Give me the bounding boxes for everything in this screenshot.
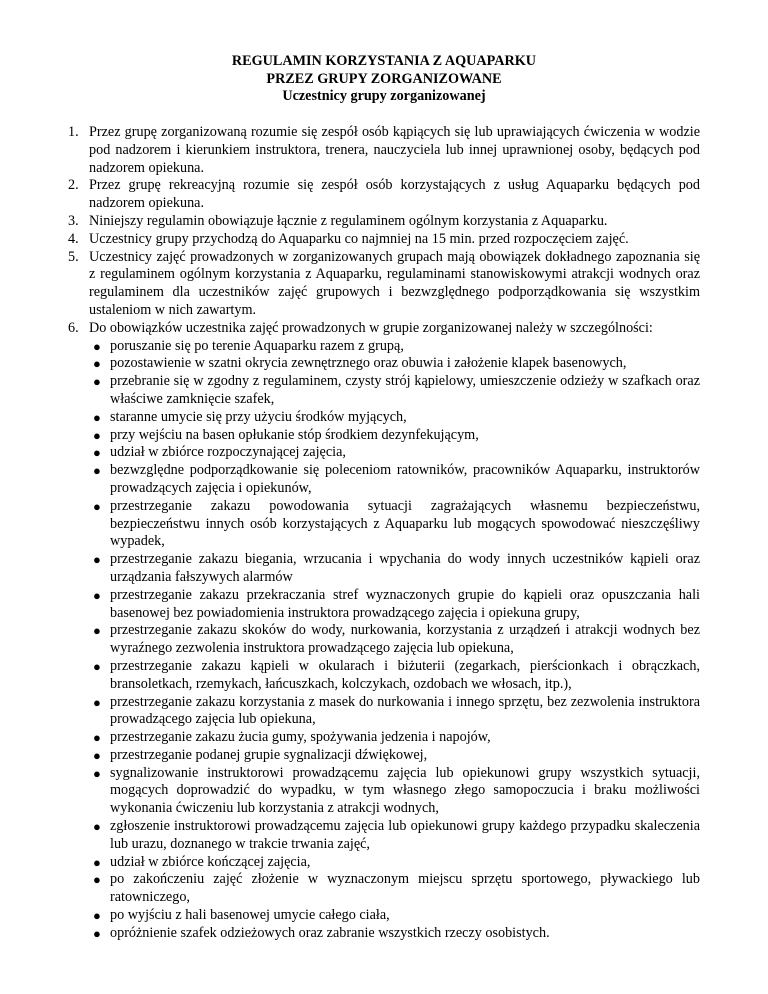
duty-text: udział w zbiórce kończącej zajęcia, bbox=[110, 853, 311, 870]
bullet-icon: ● bbox=[93, 765, 101, 781]
duty-item bbox=[89, 765, 700, 818]
rule-text: Niniejszy regulamin obowiązuje łącznie z regulaminem ogólnym korzystania z Aquaparku. bbox=[89, 212, 608, 229]
duty-item bbox=[89, 871, 700, 907]
duty-text: przy wejściu na basen opłukanie stóp środkiem dezynfekującym, bbox=[110, 426, 479, 443]
bullet-icon: ● bbox=[93, 872, 101, 888]
duty-text: staranne umycie się przy użyciu środków myjących, bbox=[110, 408, 407, 425]
duty-item bbox=[89, 427, 700, 445]
rule-number: 6. bbox=[68, 319, 79, 336]
duty-item bbox=[89, 338, 700, 356]
duty-item bbox=[89, 355, 700, 373]
duty-item bbox=[89, 498, 700, 551]
bullet-icon: ● bbox=[93, 552, 101, 568]
duty-text: opróżnienie szafek odzieżowych oraz zabranie wszystkich rzeczy osobistych. bbox=[110, 924, 550, 941]
duty-text: po zakończeniu zajęć złożenie w wyznaczonym miejscu sprzętu sportowego, pływackiego lub ratowniczego, bbox=[110, 871, 700, 906]
rule-item bbox=[68, 213, 700, 231]
bullet-icon: ● bbox=[93, 587, 101, 603]
duty-item bbox=[89, 818, 700, 854]
title-block bbox=[0, 53, 768, 106]
title-line-2: PRZEZ GRUPY ZORGANIZOWANE bbox=[266, 70, 502, 87]
duty-text: przestrzeganie zakazu biegania, wrzucania i wpychania do wody innych uczestników kąpieli oraz urządzania fałszywych alarmów bbox=[110, 551, 700, 585]
duty-text: przestrzeganie podanej grupie sygnalizacji dźwiękowej, bbox=[110, 746, 428, 763]
duty-item bbox=[89, 925, 700, 943]
rule-text: Do obowiązków uczestnika zajęć prowadzonych w grupie zorganizowanej należy w szczególności: bbox=[89, 319, 653, 336]
duties-list bbox=[89, 338, 700, 943]
duty-text: udział w zbiórce rozpoczynającej zajęcia, bbox=[110, 444, 346, 461]
rule-item bbox=[68, 320, 700, 943]
duty-item bbox=[89, 854, 700, 872]
duty-text: przestrzeganie zakazu powodowania sytuacji zagrażających własnemu bezpieczeństwu, bezpieczeństwu innych osób korzystających z Aquaparku lub mogących spowodować nieszczęśliwy wypadek, bbox=[110, 497, 700, 550]
duty-item bbox=[89, 551, 700, 587]
bullet-icon: ● bbox=[93, 747, 101, 763]
title-line-1: REGULAMIN KORZYSTANIA Z AQUAPARKU bbox=[231, 53, 537, 69]
duty-item bbox=[89, 658, 700, 694]
duty-text: po wyjściu z hali basenowej umycie całego ciała, bbox=[110, 907, 390, 924]
duty-text: przebranie się w zgodny z regulaminem, czysty strój kąpielowy, umieszczenie odzieży w szafkach oraz właściwe zamknięcie szafek, bbox=[110, 373, 700, 407]
bullet-icon: ● bbox=[93, 730, 101, 746]
duty-text: przestrzeganie zakazu żucia gumy, spożywania jedzenia i napojów, bbox=[110, 729, 491, 746]
bullet-icon: ● bbox=[93, 925, 101, 941]
bullet-icon: ● bbox=[93, 854, 101, 870]
duty-item bbox=[89, 462, 700, 498]
subtitle: Uczestnicy grupy zorganizowanej bbox=[282, 88, 486, 104]
duty-item bbox=[89, 694, 700, 730]
duty-item bbox=[89, 373, 700, 409]
duty-item bbox=[89, 729, 700, 747]
duty-item bbox=[89, 907, 700, 925]
rule-number: 1. bbox=[68, 124, 79, 140]
bullet-icon: ● bbox=[93, 445, 101, 461]
duty-text: bezwzględne podporządkowanie się poleceniom ratowników, pracowników Aquaparku, instruktorów prowadzących zajęcia i opiekunów, bbox=[110, 462, 700, 496]
bullet-icon: ● bbox=[93, 819, 101, 835]
duty-text: sygnalizowanie instruktorowi prowadzącemu zajęcia lub opiekunowi grupy wszystkich sytuacji, mogących doprowadzić do wypadku, w tym własnego złego samopoczucia i braku możliwości wykonania ćwiczeniu lub korzystania z atrakcji wodnych, bbox=[110, 764, 700, 817]
rule-number: 5. bbox=[68, 248, 79, 265]
rule-text: Uczestnicy grupy przychodzą do Aquaparku co najmniej na 15 min. przed rozpoczęciem zajęć. bbox=[89, 230, 629, 247]
duty-text: przestrzeganie zakazu skoków do wody, nurkowania, korzystania z urządzeń i atrakcji wodnych bez wyraźnego zezwolenia instruktora prowadzącego zajęcia lub opiekuna, bbox=[110, 622, 700, 657]
bullet-icon: ● bbox=[93, 908, 101, 924]
rule-number: 4. bbox=[68, 230, 79, 247]
bullet-icon: ● bbox=[93, 658, 101, 674]
rule-number: 2. bbox=[68, 177, 79, 194]
rule-text: Uczestnicy zajęć prowadzonych w zorganizowanych grupach mają obowiązek dokładnego zapoznania się z regulaminem ogólnym korzystania z Aquaparku, regulaminami stanowiskowymi atrakcji wodnych oraz regulaminem dla uczestników zajęć grupowych i bezwzględnego podporządkowania się wszystkim ustaleniom w nich zawartym. bbox=[89, 248, 700, 318]
bullet-icon: ● bbox=[93, 409, 101, 425]
duty-item bbox=[89, 409, 700, 427]
duty-item bbox=[89, 747, 700, 765]
bullet-icon: ● bbox=[93, 463, 101, 479]
rules-list bbox=[68, 124, 700, 943]
bullet-icon: ● bbox=[93, 623, 101, 639]
bullet-icon: ● bbox=[93, 694, 101, 710]
duty-text: poruszanie się po terenie Aquaparku razem z grupą, bbox=[110, 337, 404, 354]
rule-item bbox=[68, 177, 700, 213]
rule-text: Przez grupę rekreacyjną rozumie się zespół osób korzystających z usług Aquaparku będących pod nadzorem opiekuna. bbox=[89, 177, 700, 212]
rule-item bbox=[68, 124, 700, 177]
rule-item bbox=[68, 249, 700, 320]
bullet-icon: ● bbox=[93, 374, 101, 390]
duty-item bbox=[89, 444, 700, 462]
bullet-icon: ● bbox=[93, 427, 101, 443]
duty-text: przestrzeganie zakazu kąpieli w okularach i biżuterii (zegarkach, pierścionkach i obrączkach, bransoletkach, rzemykach, łańcuszkach, kolczykach, ozdobach we włosach, itp.), bbox=[110, 657, 700, 692]
bullet-icon: ● bbox=[93, 498, 101, 514]
duty-text: pozostawienie w szatni okrycia zewnętrznego oraz obuwia i założenie klapek basenowych, bbox=[110, 355, 627, 372]
duty-text: przestrzeganie zakazu korzystania z masek do nurkowania i innego sprzętu, bez zezwolenia instruktora prowadzącego zajęcia lub opiekuna, bbox=[110, 693, 700, 728]
rule-number: 3. bbox=[68, 212, 79, 229]
duty-text: przestrzeganie zakazu przekraczania stref wyznaczonych grupie do kąpieli oraz opuszczania hali basenowej bez powiadomienia instruktora prowadzącego zajęcia i opiekuna grupy, bbox=[110, 586, 700, 621]
bullet-icon: ● bbox=[93, 356, 101, 372]
rule-text: Przez grupę zorganizowaną rozumie się zespół osób kąpiących się lub uprawiających ćwiczenia w wodzie pod nadzorem i kierunkiem instruktora, trenera, nauczyciela lub innej uprawnionej osoby, będących pod nadzorem opiekuna. bbox=[89, 124, 700, 176]
duty-text: zgłoszenie instruktorowi prowadzącemu zajęcia lub opiekunowi grupy każdego przypadku skaleczenia lub urazu, doznanego w trakcie trwania zajęć, bbox=[110, 818, 700, 852]
duty-item bbox=[89, 622, 700, 658]
duty-item bbox=[89, 587, 700, 623]
rule-item bbox=[68, 231, 700, 249]
bullet-icon: ● bbox=[93, 338, 101, 354]
